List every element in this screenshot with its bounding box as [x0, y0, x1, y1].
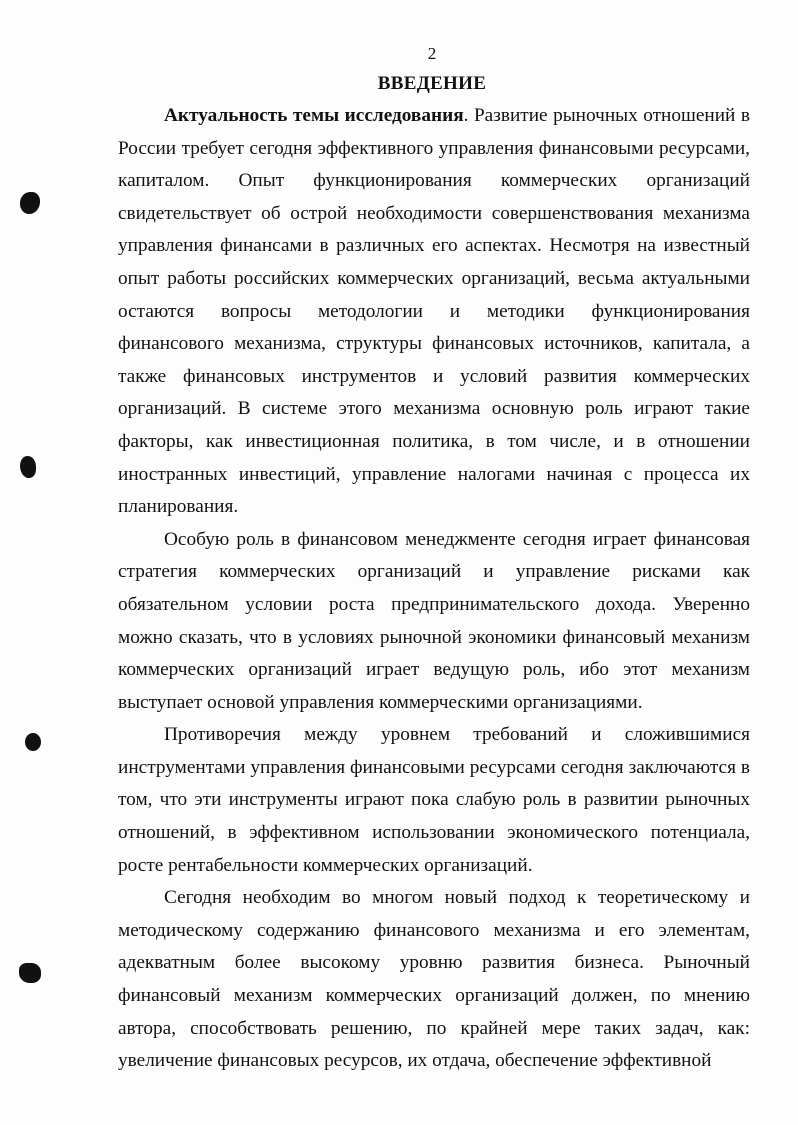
paragraph-text: Особую роль в финансовом менеджменте сегодня играет финансовая стратегия коммерческих организаций и управление рисками как обязательном условии роста предпринимательского дохода. Уверенно можно сказать, что в условиях рыночной экономики финансовый механизм коммерческих организаций играет ведущую роль, ибо этот механизм выступает основой управления коммерческими организациями.: [118, 528, 750, 713]
paragraph-relevance: [118, 100, 750, 524]
section-title: ВВЕДЕНИЕ: [377, 73, 487, 94]
binder-hole-mark: [20, 192, 40, 214]
paragraph-new-approach: [118, 882, 750, 1078]
paragraph-financial-strategy: [118, 524, 750, 720]
paragraph-text: Противоречия между уровнем требований и сложившимися инструментами управления финансовыми ресурсами сегодня заключаются в том, что эти инструменты играют пока слабую роль в развитии рыночных отношений, в эффективном использовании экономического потенциала, росте рентабельности коммерческих организаций.: [118, 724, 750, 876]
paragraph-text: . Развитие рыночных отношений в России требует сегодня эффективного управления финансовыми ресурсами, капиталом. Опыт функционирования коммерческих организаций свидетельствует об острой необходимости совершенствования механизма управления финансами в различных его аспектах. Несмотря на известный опыт работы российских коммерческих организаций, весьма актуальными остаются вопросы методологии и методики функционирования финансового механизма, структуры финансовых источников, капитала, а также финансовых инструментов и условий развития коммерческих организаций. В системе этого механизма основную роль играют такие факторы, как инвестиционная политика, в том числе, и в отношении иностранных инвестиций, управление налогами начиная с процесса их планирования.: [118, 105, 750, 518]
binder-hole-mark: [25, 733, 41, 751]
paragraph-contradictions: [118, 719, 750, 882]
page-number: 2: [427, 44, 437, 63]
paragraph-text: Сегодня необходим во многом новый подход к теоретическому и методическому содержанию финансового механизма и его элементам, адекватным более высокому уровню развития бизнеса. Рыночный финансовый механизм коммерческих организаций должен, по мнению автора, способствовать решению, по крайней мере таких задач, как: увеличение финансовых ресурсов, их отдача, обеспечение эффективной: [118, 887, 750, 1072]
document-body: [118, 100, 750, 1078]
paragraph-lead: Актуальность темы исследования: [164, 105, 464, 126]
binder-hole-mark: [20, 456, 36, 478]
binder-hole-mark: [19, 963, 41, 983]
